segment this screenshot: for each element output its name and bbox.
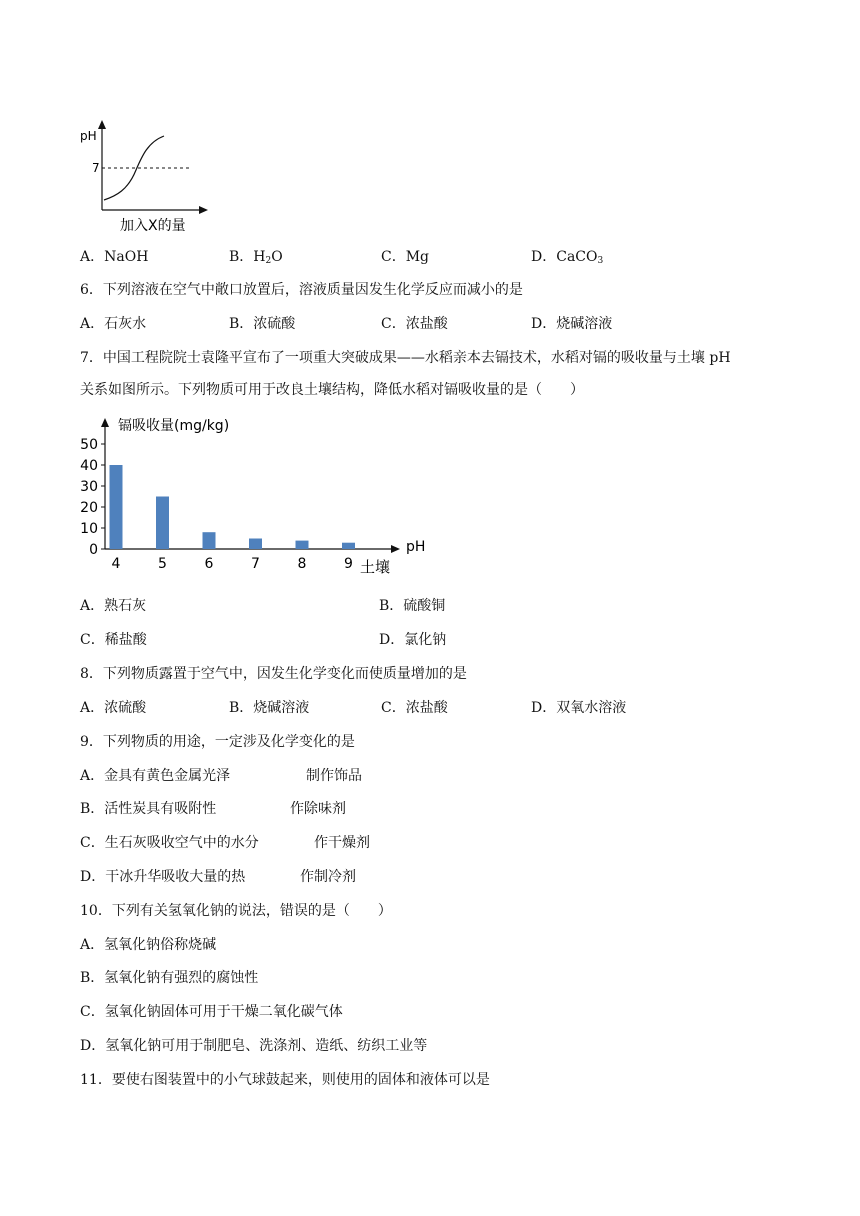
ph-7-label: 7 <box>92 161 100 175</box>
q9-option-a: A．金具有黄色金属光泽 制作饰品 <box>80 768 362 784</box>
q11-stem: 11．要使右图装置中的小气球鼓起来，则使用的固体和液体可以是 <box>80 1072 490 1088</box>
ph-axis-label: pH <box>80 129 97 143</box>
chart-x-axis-arrow <box>391 545 400 553</box>
y-axis-arrow <box>98 120 106 129</box>
x-amount-label: 加入X的量 <box>120 218 186 234</box>
x-tick-label: 8 <box>297 556 307 572</box>
q5-option-c: C．Mg <box>381 249 430 265</box>
q6-stem: 6．下列溶液在空气中敞口放置后，溶液质量因发生化学反应而减小的是 <box>80 282 523 298</box>
q10-option-c: C．氢氧化钠固体可用于干燥二氧化碳气体 <box>80 1004 343 1020</box>
q10-option-a: A．氢氧化钠俗称烧碱 <box>80 937 217 953</box>
q7-stem-line1: 7．中国工程院院士袁隆平宣布了一项重大突破成果——水稻亲本去镉技术，水稻对镉的吸收量与土壤 pH <box>80 350 731 366</box>
q6-option-c: C．浓盐酸 <box>381 316 448 332</box>
bar <box>156 497 169 550</box>
x-tick-label: 7 <box>251 556 260 572</box>
q10-option-d: D．氢氧化钠可用于制肥皂、洗涤剂、造纸、纺织工业等 <box>80 1038 428 1054</box>
chart-x-label-2: 土壤 <box>360 558 391 576</box>
cadmium-absorption-bar-chart <box>78 410 438 582</box>
x-tick-label: 5 <box>158 556 167 572</box>
q8-option-c: C．浓盐酸 <box>381 700 448 716</box>
bar <box>296 541 309 549</box>
y-tick-label: 10 <box>80 521 98 537</box>
bar <box>203 532 216 549</box>
q7-option-c: C．稀盐酸 <box>80 632 147 648</box>
bar <box>110 465 123 549</box>
y-tick-label: 50 <box>80 437 98 453</box>
q8-stem: 8．下列物质露置于空气中，因发生化学变化而使质量增加的是 <box>80 666 467 682</box>
q7-option-d: D．氯化钠 <box>379 632 447 648</box>
q7-stem-line2: 关系如图所示。下列物质可用于改良土壤结构，降低水稻对镉吸收量的是（ ） <box>80 382 584 398</box>
x-tick-label: 4 <box>111 556 121 572</box>
q9-option-b: B．活性炭具有吸附性 作除味剂 <box>80 801 346 817</box>
y-tick-label: 40 <box>80 458 98 474</box>
x-tick-label: 9 <box>344 556 353 572</box>
q8-option-d: D．双氧水溶液 <box>531 700 627 716</box>
q6-option-d: D．烧碱溶液 <box>531 316 613 332</box>
q7-option-a: A．熟石灰 <box>80 598 147 614</box>
q8-option-b: B．烧碱溶液 <box>229 700 310 716</box>
chart-y-label: 镉吸收量(mg/kg) <box>118 418 230 434</box>
q6-option-a: A．石灰水 <box>80 316 147 332</box>
x-tick-label: 6 <box>204 556 214 572</box>
bar <box>249 539 262 550</box>
bar <box>342 543 355 549</box>
chart-y-axis-arrow <box>101 418 109 427</box>
q9-option-c: C．生石灰吸收空气中的水分 作干燥剂 <box>80 835 370 851</box>
y-tick-label: 0 <box>89 542 98 558</box>
q10-stem: 10．下列有关氢氧化钠的说法，错误的是（ ） <box>80 903 392 919</box>
q8-option-a: A．浓硫酸 <box>80 700 147 716</box>
chart-x-label: pH <box>406 539 426 555</box>
q9-option-d: D．干冰升华吸收大量的热 作制冷剂 <box>80 869 356 885</box>
q5-option-d: D．CaCO$_3$ <box>531 249 604 266</box>
q10-option-b: B．氢氧化钠有强烈的腐蚀性 <box>80 970 259 986</box>
x-axis-arrow <box>199 206 208 214</box>
y-tick-label: 30 <box>80 479 98 495</box>
q5-option-a: A．NaOH <box>80 249 149 265</box>
q6-option-b: B．浓硫酸 <box>229 316 296 332</box>
q7-option-b: B．硫酸铜 <box>379 598 446 614</box>
ph-curve-figure <box>76 118 216 238</box>
q9-stem: 9．下列物质的用途，一定涉及化学变化的是 <box>80 734 355 750</box>
q5-option-b: B．$H_2O$ <box>229 249 283 266</box>
y-tick-label: 20 <box>80 500 98 516</box>
